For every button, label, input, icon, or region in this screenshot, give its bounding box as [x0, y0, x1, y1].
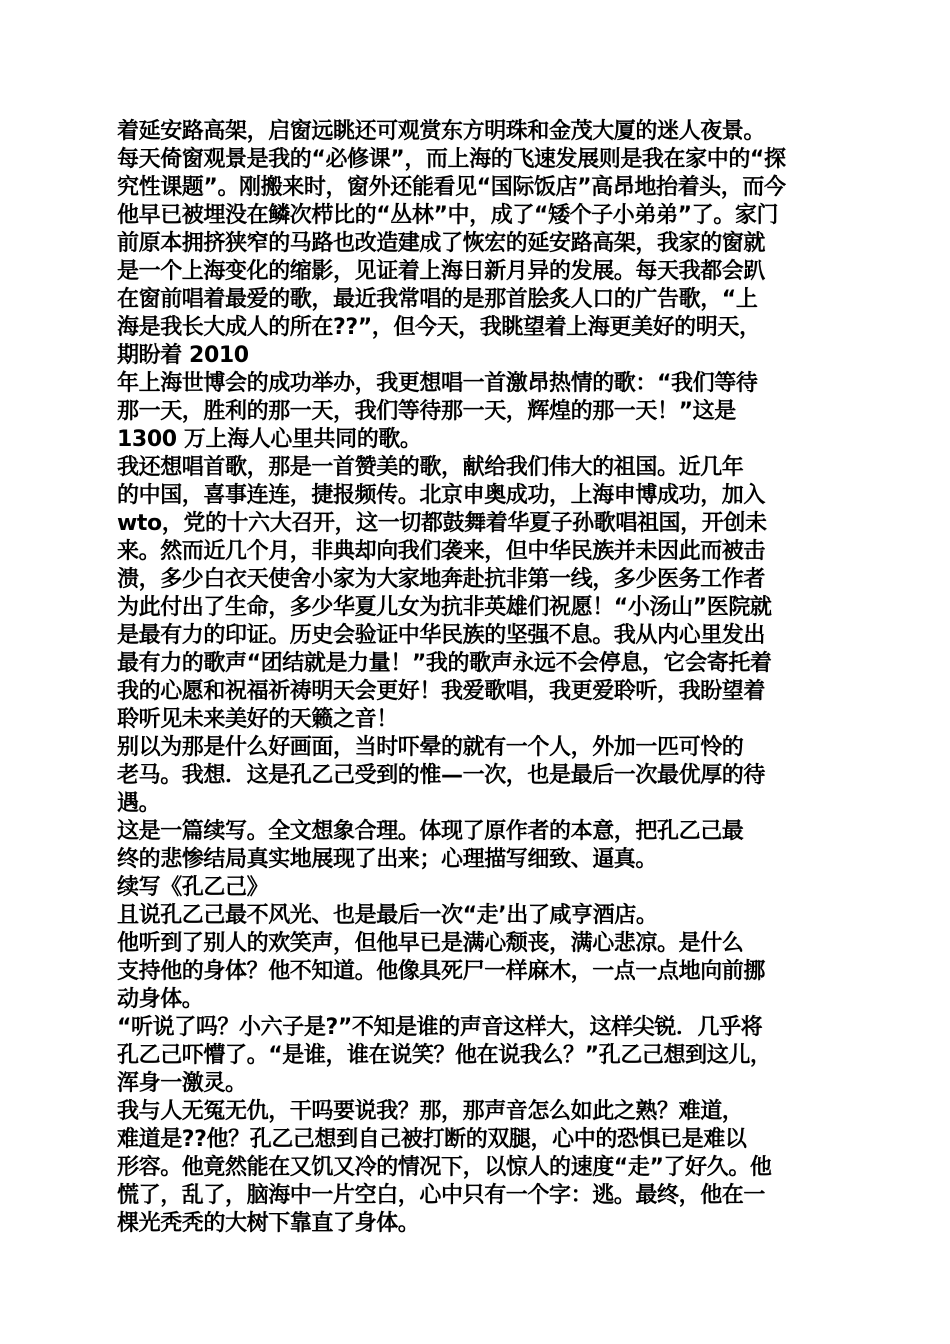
text-line: 是最有力的印证。历史会验证中华民族的坚强不息。我从内心里发出 [117, 623, 766, 648]
text-line: 浑身一激灵。 [117, 1071, 247, 1096]
text-line: 着延安路高架，启窗远眺还可观赏东方明珠和金茂大厦的迷人夜景。 [117, 119, 766, 144]
text-line: 的中国，喜事连连，捷报频传。北京申奥成功，上海申博成功，加入 [117, 483, 766, 508]
text-line: 动身体。 [117, 987, 204, 1012]
text-line: 为此付出了生命，多少华夏儿女为抗非英雄们祝愿！“小汤山”医院就 [117, 595, 772, 620]
text-line: 年上海世博会的成功举办，我更想唱一首激昂热情的歌：“我们等待 [117, 371, 758, 396]
text-line: 他早已被埋没在鳞次栉比的“丛林”中，成了“矮个子小弟弟”了。家门 [117, 203, 779, 228]
text-line: 终的悲惨结局真实地展现了出来；心理描写细致、逼真。 [117, 847, 658, 872]
text-line: 且说孔乙己最不风光、也是最后一次“走’出了咸亨酒店。 [117, 903, 658, 928]
text-line: 难道是??他？孔乙己想到自己被打断的双腿，心中的恐惧已是难以 [117, 1127, 747, 1152]
text-line: 慌了，乱了，脑海中一片空白，心中只有一个字：逃。最终，他在一 [117, 1183, 766, 1208]
text-line: 每天倚窗观景是我的“必修课”，而上海的飞速发展则是我在家中的“探 [117, 147, 786, 172]
text-line: 是一个上海变化的缩影，见证着上海日新月异的发展。每天我都会趴 [117, 259, 766, 284]
text-line: 究性课题”。刚搬来时，窗外还能看见“国际饭店”高昂地抬着头，而今 [117, 175, 786, 200]
text-line: 那一天，胜利的那一天，我们等待那一天，辉煌的那一天！”这是 [117, 399, 736, 424]
text-line: 前原本拥挤狭窄的马路也改造建成了恢宏的延安路高架，我家的窗就 [117, 231, 766, 256]
text-line: 棵光秃秃的大树下靠直了身体。 [117, 1211, 420, 1236]
text-line: 形容。他竟然能在又饥又冷的情况下，以惊人的速度“走”了好久。他 [117, 1155, 772, 1180]
text-line: 最有力的歌声“团结就是力量！”我的歌声永远不会停息，它会寄托着 [117, 651, 772, 676]
text-line: 期盼着 2010 [117, 343, 249, 368]
text-line: 遇。 [117, 791, 161, 816]
text-line: “听说了吗？小六子是?”不知是谁的声音这样大，这样尖锐．几乎将 [117, 1015, 763, 1040]
text-line: wto，党的十六大召开，这一切都鼓舞着华夏子孙歌唱祖国，开创未 [117, 511, 767, 536]
text-line: 1300 万上海人心里共同的歌。 [117, 427, 422, 452]
document-body [117, 118, 837, 1238]
text-line: 支持他的身体？他不知道。他像具死尸一样麻木，一点一点地向前挪 [117, 959, 766, 984]
text-line: 我与人无冤无仇，干吗要说我？那，那声音怎么如此之熟？难道， [117, 1099, 744, 1124]
text-line: 溃，多少白衣天使舍小家为大家地奔赴抗非第一线，多少医务工作者 [117, 567, 766, 592]
text-line: 来。然而近几个月，非典却向我们袭来，但中华民族并未因此而被击 [117, 539, 766, 564]
section-title: 续写《孔乙己》 [117, 875, 269, 900]
text-line: 我的心愿和祝福祈祷明天会更好！我爱歌唱，我更爱聆听，我盼望着 [117, 679, 766, 704]
text-line: 孔乙己吓懵了。“是谁，谁在说笑？他在说我么？”孔乙己想到这儿， [117, 1043, 772, 1068]
text-line: 别以为那是什么好画面，当时吓晕的就有一个人，外加一匹可怜的 [117, 735, 744, 760]
text-line: 海是我长大成人的所在??”，但今天，我眺望着上海更美好的明天， [117, 315, 761, 340]
text-line: 在窗前唱着最爱的歌，最近我常唱的是那首脍炙人口的广告歌，“上 [117, 287, 758, 312]
text-line: 这是一篇续写。全文想象合理。体现了原作者的本意，把孔乙己最 [117, 819, 744, 844]
text-line: 我还想唱首歌，那是一首赞美的歌，献给我们伟大的祖国。近几年 [117, 455, 744, 480]
text-line: 聆听见未来美好的天籁之音！ [117, 707, 398, 732]
text-line: 他听到了别人的欢笑声，但他早已是满心颓丧，满心悲凉。是什么 [117, 931, 744, 956]
text-line: 老马。我想．这是孔乙己受到的惟—一次，也是最后一次最优厚的待 [117, 763, 766, 788]
